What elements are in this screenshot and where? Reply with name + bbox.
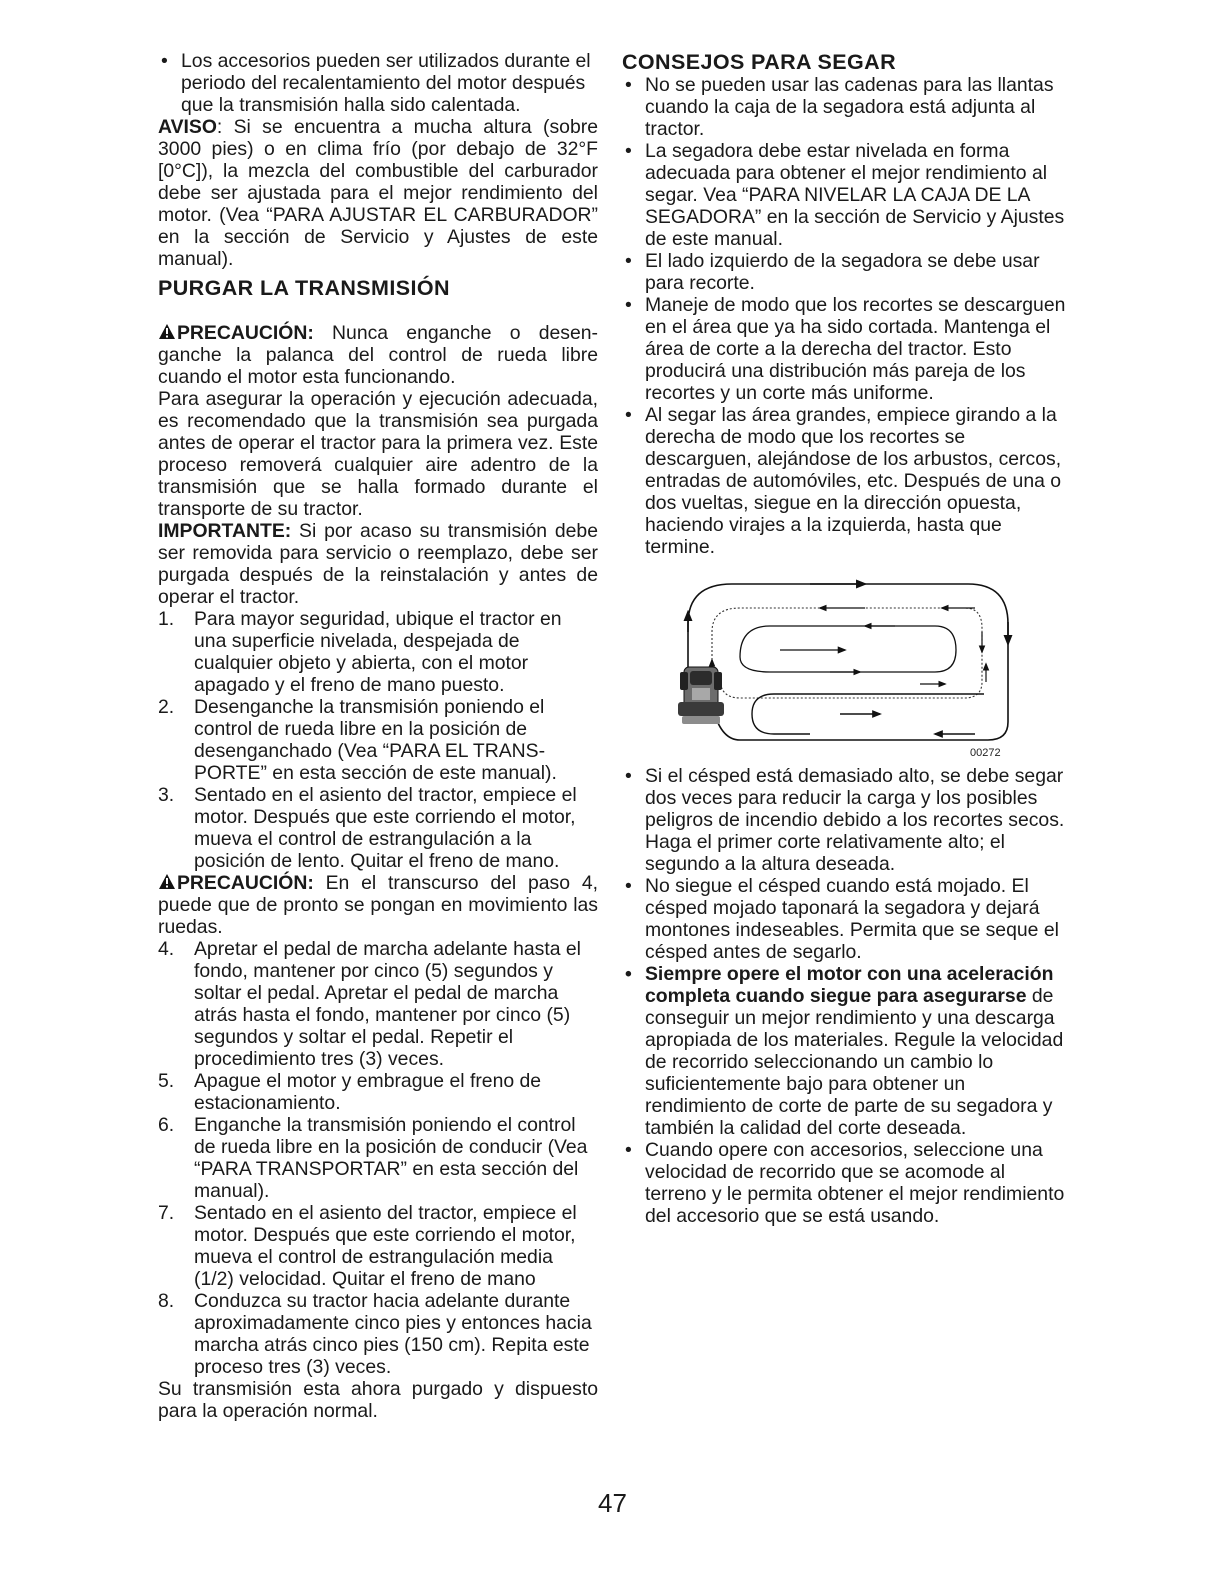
list-item: • No se pueden usar las cadenas para las llantas cuando la caja de la segadora está adjunta al tractor. [625,74,1054,140]
figure-code: 00272 [970,747,1001,757]
section-heading-purgar: PURGAR LA TRANSMISIÓN [158,276,450,300]
tips-list-bottom [622,765,1067,1227]
list-item: 4. Apretar el pedal de marcha adelante hasta el fondo, mantener por cinco (5) segundos y soltar el pedal. Apretar el pedal de marcha atrás hasta el fondo, mantener por cinco (5) segundos y soltar el pedal. Repetir el procedimiento tres (3) veces. [158,938,581,1070]
tractor-icon [678,667,724,724]
list-item: 2. Desenganche la transmisión poniendo el control de rueda libre en la posición de desenganchado (Vea “PARA EL TRANSPORTE” en esta sección de este manual). [158,696,557,784]
list-item: • Los accesorios pueden ser utilizados durante el periodo del recalentamiento del motor después que la transmisión halla sido calentada. [161,50,591,116]
precaucion-paragraph: PRECAUCIÓN: Nunca enganche o desenganche la palanca del control de rueda libre cuando el motor esta funcionando. [158,322,598,388]
list-item: • Si el césped está demasiado alto, se debe segar dos veces para reducir la carga y los posibles peligros de incendio debido a los recortes secos. Haga el primer corte relativamente alto; el segundo a la altura deseada. [625,765,1065,875]
list-item: • Siempre opere el motor con una aceleración completa cuando siegue para asegurarse de conseguir un mejor rendimiento y una descarga apropiada de los materiales. Regule la velocidad de recorrido seleccionando un cambio lo suficientemente bajo para obtener un rendimiento de corte de parte de su segadora y también la calidad del corte deseada. [625,963,1064,1139]
importante-paragraph: IMPORTANTE: Si por acaso su transmisión debe ser removida para servicio o reemplazo, debe ser purgada después de la reinstalación y antes de operar el tractor. [158,520,598,608]
closing-paragraph: Su transmisión esta ahora purgado y dispuesto para la operación normal. [158,1378,598,1422]
precaucion-paragraph: PRECAUCIÓN: En el transcurso del paso 4, puede que de pronto se pongan en movimiento las ruedas. [158,872,598,938]
list-item: • Cuando opere con accesorios, seleccione una velocidad de recorrido que se acomode al terreno y le permita obtener el mejor rendimiento del accesorio que se está usando. [625,1139,1065,1227]
list-item: 1. Para mayor seguridad, ubique el tractor en una superficie nivelada, despejada de cualquier objeto y abierta, con el motor apagado y el freno de mano puesto. [158,608,562,696]
section-heading-consejos: CONSEJOS PARA SEGAR [622,50,897,74]
list-item: 5. Apague el motor y embrague el freno de estacionamiento. [158,1070,542,1114]
list-item: 6. Enganche la transmisión poniendo el control de rueda libre en la posición de conducir (Vea “PARA TRANSPORTAR” en esta sección del manual). [158,1114,588,1202]
list-item: 3. Sentado en el asiento del tractor, empiece el motor. Después que este corriendo el motor, mueva el control de estrangulación a la posición de lento. Quitar el freno de mano. [158,784,577,872]
right-column [622,50,1067,1227]
list-item: 7. Sentado en el asiento del tractor, empiece el motor. Después que este corriendo el motor, mueva el control de estrangulación media (1/2) velocidad. Quitar el freno de mano [158,1202,577,1290]
tips-list-top [622,74,1067,558]
body-paragraph: Para asegurar la operación y ejecución adecuada, es recomendado que la transmisión sea purgada antes de operar el tractor para la primera vez. Este proceso removerá cualquier aire adentro de la transmisión que se halla formado durante el transporte de su tractor. [158,388,598,520]
list-item: 8. Conduzca su tractor hacia adelante durante aproximadamente cinco pies y entonces hacia marcha atrás cinco pies (150 cm). Repita este proceso tres (3) veces. [158,1290,592,1378]
page-number: 47 [598,1488,627,1518]
list-item: • El lado izquierdo de la segadora se debe usar para recorte. [625,250,1040,294]
warning-triangle-icon [158,323,176,340]
list-item: • No siegue el césped cuando está mojado. El césped mojado taponará la segadora y dejará montones indeseables. Permita que se seque el césped antes de segarlo. [625,875,1059,963]
list-item: • Maneje de modo que los recortes se descarguen en el área que ya ha sido cortada. Mantenga el área de corte a la derecha del tractor. Esto producirá una distribución más pareja de los recortes y un corte más uniforme. [625,294,1066,404]
left-column [158,50,598,1422]
aviso-paragraph: AVISO: Si se encuentra a mucha altura (sobre 3000 pies) o en clima frío (por debajo de 32°F [0°C]), la mezcla del combustible del carburador debe ser ajustada para el mejor rendimiento del motor. (Vea “PARA AJUSTAR EL CARBURADOR” en la sección de Servicio y Ajustes de este manual). [158,116,598,270]
aviso-label: AVISO [158,116,217,138]
mowing-pattern-diagram [670,562,1020,757]
list-item: • La segadora debe estar nivelada en forma adecuada para obtener el mejor rendimiento al segar. Vea “PARA NIVELAR LA CAJA DE LA SEGADORA” en la sección de Servicio y Ajustes de este manual. [625,140,1065,250]
steps-list-a [158,608,598,872]
list-item: • Al segar las área grandes, empiece girando a la derecha de modo que los recortes se descarguen, alejándose de los arbustos, cercos, entradas de automóviles, etc. Después de una o dos vueltas, siegue en la dirección opuesta, haciendo virajes a la izquierda, hasta que termine. [625,404,1062,558]
steps-list-b [158,938,598,1378]
warning-triangle-icon [158,873,176,890]
